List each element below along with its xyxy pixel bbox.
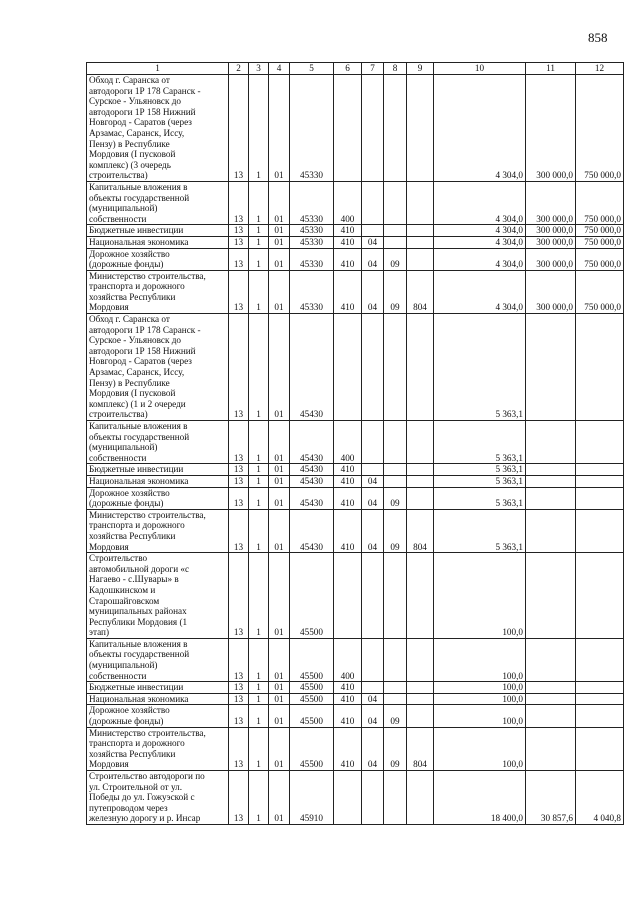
row-value-cell [384, 475, 407, 487]
row-value-cell: 1 [249, 248, 269, 270]
row-value-cell: 4 304,0 [434, 236, 526, 248]
row-value-cell: 410 [334, 487, 362, 509]
row-value-cell [407, 75, 434, 182]
row-value-cell [576, 421, 624, 464]
row-value-cell [407, 553, 434, 639]
row-value-cell: 01 [269, 236, 290, 248]
row-value-cell: 750 000,0 [576, 248, 624, 270]
row-value-cell [362, 421, 384, 464]
row-value-cell: 09 [384, 727, 407, 770]
row-value-cell: 300 000,0 [526, 270, 576, 313]
row-value-cell [362, 682, 384, 694]
row-value-cell: 45500 [290, 553, 334, 639]
row-value-cell: 1 [249, 236, 269, 248]
row-value-cell: 04 [362, 727, 384, 770]
row-value-cell [407, 225, 434, 237]
row-value-cell: 1 [249, 421, 269, 464]
row-value-cell: 1 [249, 638, 269, 681]
row-value-cell [526, 421, 576, 464]
row-value-cell: 1 [249, 693, 269, 705]
row-value-cell: 1 [249, 270, 269, 313]
row-name-cell: Министерство строительства, транспорта и дорожного хозяйства Республики Мордовия [87, 727, 229, 770]
table-row [87, 553, 624, 639]
row-value-cell [576, 487, 624, 509]
row-value-cell: 09 [384, 705, 407, 727]
row-value-cell: 1 [249, 314, 269, 421]
row-value-cell: 400 [334, 421, 362, 464]
row-value-cell: 04 [362, 236, 384, 248]
row-value-cell [576, 553, 624, 639]
row-value-cell: 100,0 [434, 553, 526, 639]
row-value-cell: 4 040,8 [576, 771, 624, 825]
row-value-cell: 01 [269, 225, 290, 237]
row-value-cell: 1 [249, 727, 269, 770]
table-row [87, 693, 624, 705]
row-value-cell [407, 705, 434, 727]
row-value-cell: 45330 [290, 248, 334, 270]
row-value-cell [407, 248, 434, 270]
column-header: 6 [334, 63, 362, 75]
row-value-cell: 13 [229, 464, 249, 476]
row-value-cell: 45430 [290, 487, 334, 509]
row-value-cell: 410 [334, 225, 362, 237]
row-value-cell: 01 [269, 693, 290, 705]
row-value-cell [576, 509, 624, 552]
row-value-cell: 18 400,0 [434, 771, 526, 825]
row-value-cell [576, 464, 624, 476]
row-value-cell: 300 000,0 [526, 248, 576, 270]
row-value-cell: 01 [269, 638, 290, 681]
row-value-cell: 45500 [290, 638, 334, 681]
row-value-cell: 410 [334, 682, 362, 694]
table-row [87, 705, 624, 727]
row-value-cell: 09 [384, 248, 407, 270]
row-value-cell: 13 [229, 487, 249, 509]
row-value-cell: 4 304,0 [434, 248, 526, 270]
row-value-cell: 01 [269, 464, 290, 476]
row-value-cell: 45500 [290, 705, 334, 727]
row-value-cell: 01 [269, 248, 290, 270]
table-row [87, 464, 624, 476]
row-value-cell: 1 [249, 509, 269, 552]
row-value-cell: 410 [334, 464, 362, 476]
row-value-cell: 5 363,1 [434, 464, 526, 476]
row-name-cell: Национальная экономика [87, 475, 229, 487]
row-value-cell: 13 [229, 638, 249, 681]
row-value-cell [334, 75, 362, 182]
table-row [87, 638, 624, 681]
column-header: 1 [87, 63, 229, 75]
row-name-cell: Национальная экономика [87, 236, 229, 248]
row-value-cell [384, 236, 407, 248]
row-value-cell: 01 [269, 682, 290, 694]
row-value-cell: 45430 [290, 314, 334, 421]
row-value-cell [362, 75, 384, 182]
table-row [87, 421, 624, 464]
row-value-cell [576, 705, 624, 727]
row-value-cell [384, 771, 407, 825]
row-value-cell: 4 304,0 [434, 225, 526, 237]
row-value-cell: 45330 [290, 75, 334, 182]
row-value-cell [407, 638, 434, 681]
row-value-cell: 1 [249, 475, 269, 487]
row-value-cell: 13 [229, 75, 249, 182]
row-value-cell: 01 [269, 553, 290, 639]
row-value-cell: 13 [229, 314, 249, 421]
row-value-cell: 410 [334, 509, 362, 552]
row-name-cell: Капитальные вложения в объекты государственной (муниципальной) собственности [87, 638, 229, 681]
row-value-cell [526, 638, 576, 681]
row-value-cell [526, 553, 576, 639]
row-value-cell: 45330 [290, 270, 334, 313]
row-value-cell: 5 363,1 [434, 421, 526, 464]
row-value-cell: 100,0 [434, 727, 526, 770]
row-value-cell [526, 314, 576, 421]
row-name-cell: Дорожное хозяйство (дорожные фонды) [87, 487, 229, 509]
row-value-cell: 1 [249, 225, 269, 237]
page-number: 858 [588, 30, 608, 45]
row-value-cell: 13 [229, 421, 249, 464]
header-row [87, 63, 624, 75]
row-value-cell: 01 [269, 475, 290, 487]
row-value-cell [384, 638, 407, 681]
row-value-cell: 13 [229, 771, 249, 825]
row-value-cell: 5 363,1 [434, 314, 526, 421]
row-value-cell: 30 857,6 [526, 771, 576, 825]
row-value-cell [384, 225, 407, 237]
row-value-cell [384, 421, 407, 464]
row-value-cell: 804 [407, 509, 434, 552]
row-value-cell: 04 [362, 487, 384, 509]
row-name-cell: Капитальные вложения в объекты государственной (муниципальной) собственности [87, 181, 229, 224]
row-value-cell: 300 000,0 [526, 225, 576, 237]
row-value-cell: 100,0 [434, 693, 526, 705]
column-header: 8 [384, 63, 407, 75]
row-value-cell: 4 304,0 [434, 75, 526, 182]
row-value-cell [407, 487, 434, 509]
row-value-cell [334, 553, 362, 639]
row-name-cell: Бюджетные инвестиции [87, 464, 229, 476]
row-value-cell: 804 [407, 270, 434, 313]
row-value-cell: 5 363,1 [434, 509, 526, 552]
row-value-cell: 5 363,1 [434, 487, 526, 509]
table-row [87, 509, 624, 552]
row-value-cell [407, 475, 434, 487]
row-value-cell [526, 693, 576, 705]
row-value-cell [362, 638, 384, 681]
row-value-cell [384, 464, 407, 476]
row-value-cell [384, 75, 407, 182]
row-name-cell: Дорожное хозяйство (дорожные фонды) [87, 705, 229, 727]
row-value-cell: 300 000,0 [526, 236, 576, 248]
row-value-cell: 410 [334, 475, 362, 487]
row-value-cell [576, 727, 624, 770]
row-name-cell: Бюджетные инвестиции [87, 682, 229, 694]
row-value-cell: 13 [229, 553, 249, 639]
row-name-cell: Капитальные вложения в объекты государственной (муниципальной) собственности [87, 421, 229, 464]
row-value-cell [407, 181, 434, 224]
table-row [87, 225, 624, 237]
row-value-cell: 750 000,0 [576, 270, 624, 313]
row-name-cell: Строительство автомобильной дороги «с Нагаево - с.Шувары» в Кадошкинском и Старошайговском муниципальных районах Республики Мордовия (1 этап) [87, 553, 229, 639]
row-value-cell: 1 [249, 464, 269, 476]
row-value-cell: 45910 [290, 771, 334, 825]
column-header: 11 [526, 63, 576, 75]
row-value-cell: 13 [229, 475, 249, 487]
table-row [87, 248, 624, 270]
row-value-cell: 750 000,0 [576, 225, 624, 237]
row-name-cell: Бюджетные инвестиции [87, 225, 229, 237]
column-header: 7 [362, 63, 384, 75]
row-value-cell: 1 [249, 682, 269, 694]
row-value-cell: 04 [362, 693, 384, 705]
row-value-cell: 45500 [290, 727, 334, 770]
row-value-cell: 01 [269, 181, 290, 224]
row-value-cell: 750 000,0 [576, 181, 624, 224]
row-value-cell [407, 693, 434, 705]
row-value-cell [384, 682, 407, 694]
row-value-cell: 410 [334, 727, 362, 770]
row-value-cell: 13 [229, 270, 249, 313]
row-value-cell [362, 225, 384, 237]
table-row [87, 771, 624, 825]
row-value-cell: 1 [249, 181, 269, 224]
row-value-cell: 01 [269, 727, 290, 770]
row-value-cell: 1 [249, 771, 269, 825]
row-value-cell [384, 693, 407, 705]
row-value-cell: 01 [269, 509, 290, 552]
row-value-cell: 300 000,0 [526, 75, 576, 182]
row-value-cell: 01 [269, 705, 290, 727]
row-value-cell [576, 638, 624, 681]
row-value-cell: 45430 [290, 509, 334, 552]
table-body [87, 75, 624, 825]
row-value-cell [384, 314, 407, 421]
row-name-cell: Обход г. Саранска от автодороги 1Р 178 Саранск - Сурское - Ульяновск до автодороги 1Р 158 Нижний Новгород - Саратов (через Арзамас, Саранск, Иссу, Пензу) в Республике Мордовия (I пусковой комплекс) (1 и 2 очереди строительства) [87, 314, 229, 421]
row-value-cell [407, 314, 434, 421]
row-value-cell: 01 [269, 771, 290, 825]
row-name-cell: Дорожное хозяйство (дорожные фонды) [87, 248, 229, 270]
row-value-cell: 1 [249, 75, 269, 182]
row-value-cell: 45500 [290, 682, 334, 694]
row-value-cell [362, 771, 384, 825]
row-value-cell: 45430 [290, 421, 334, 464]
row-value-cell [526, 727, 576, 770]
row-value-cell: 01 [269, 270, 290, 313]
row-value-cell: 804 [407, 727, 434, 770]
row-value-cell: 410 [334, 705, 362, 727]
row-value-cell [526, 475, 576, 487]
row-value-cell: 09 [384, 509, 407, 552]
row-value-cell [526, 509, 576, 552]
row-value-cell: 100,0 [434, 682, 526, 694]
row-value-cell: 09 [384, 270, 407, 313]
table-row [87, 270, 624, 313]
row-name-cell: Министерство строительства, транспорта и дорожного хозяйства Республики Мордовия [87, 270, 229, 313]
row-value-cell: 13 [229, 225, 249, 237]
row-value-cell: 750 000,0 [576, 236, 624, 248]
row-value-cell: 300 000,0 [526, 181, 576, 224]
column-header: 10 [434, 63, 526, 75]
row-value-cell: 410 [334, 236, 362, 248]
row-value-cell [407, 464, 434, 476]
row-value-cell: 45330 [290, 181, 334, 224]
budget-table [86, 62, 624, 825]
row-value-cell: 01 [269, 487, 290, 509]
row-value-cell [576, 314, 624, 421]
row-value-cell [407, 682, 434, 694]
row-value-cell: 45500 [290, 693, 334, 705]
row-value-cell: 13 [229, 682, 249, 694]
row-value-cell: 13 [229, 705, 249, 727]
row-value-cell: 01 [269, 314, 290, 421]
row-value-cell [334, 314, 362, 421]
row-value-cell: 13 [229, 248, 249, 270]
row-value-cell: 4 304,0 [434, 181, 526, 224]
row-value-cell [576, 475, 624, 487]
row-value-cell: 13 [229, 181, 249, 224]
column-header: 12 [576, 63, 624, 75]
table-row [87, 682, 624, 694]
row-value-cell: 1 [249, 553, 269, 639]
row-value-cell: 410 [334, 270, 362, 313]
row-value-cell: 04 [362, 248, 384, 270]
row-value-cell: 13 [229, 236, 249, 248]
row-value-cell [407, 421, 434, 464]
row-value-cell [334, 771, 362, 825]
row-name-cell: Обход г. Саранска от автодороги 1Р 178 Саранск - Сурское - Ульяновск до автодороги 1Р 158 Нижний Новгород - Саратов (через Арзамас, Саранск, Иссу, Пензу) в Республике Мордовия (I пусковой комплекс) (3 очередь строительства) [87, 75, 229, 182]
row-value-cell: 5 363,1 [434, 475, 526, 487]
column-header: 3 [249, 63, 269, 75]
row-value-cell: 01 [269, 75, 290, 182]
row-value-cell [362, 181, 384, 224]
column-header: 4 [269, 63, 290, 75]
row-value-cell: 04 [362, 509, 384, 552]
row-value-cell: 13 [229, 727, 249, 770]
row-value-cell: 04 [362, 475, 384, 487]
row-value-cell [526, 705, 576, 727]
row-value-cell: 400 [334, 181, 362, 224]
row-value-cell: 01 [269, 421, 290, 464]
table-row [87, 727, 624, 770]
row-value-cell [526, 487, 576, 509]
row-value-cell: 45330 [290, 225, 334, 237]
row-value-cell: 750 000,0 [576, 75, 624, 182]
row-value-cell [407, 771, 434, 825]
row-value-cell: 45330 [290, 236, 334, 248]
row-value-cell: 45430 [290, 475, 334, 487]
row-value-cell: 410 [334, 248, 362, 270]
row-value-cell [526, 464, 576, 476]
row-value-cell: 410 [334, 693, 362, 705]
row-value-cell: 45430 [290, 464, 334, 476]
row-value-cell [576, 693, 624, 705]
column-header: 9 [407, 63, 434, 75]
row-value-cell: 13 [229, 693, 249, 705]
table-row [87, 75, 624, 182]
column-header: 2 [229, 63, 249, 75]
row-value-cell: 04 [362, 270, 384, 313]
row-value-cell [526, 682, 576, 694]
row-value-cell: 100,0 [434, 705, 526, 727]
row-name-cell: Строительство автодороги по ул. Строительной от ул. Победы до ул. Гожуэской с путепроводом через железную дорогу и р. Инсар [87, 771, 229, 825]
row-value-cell [362, 314, 384, 421]
column-header: 5 [290, 63, 334, 75]
row-name-cell: Министерство строительства, транспорта и дорожного хозяйства Республики Мордовия [87, 509, 229, 552]
row-value-cell: 4 304,0 [434, 270, 526, 313]
row-value-cell: 1 [249, 487, 269, 509]
row-value-cell [384, 181, 407, 224]
table-row [87, 236, 624, 248]
row-name-cell: Национальная экономика [87, 693, 229, 705]
row-value-cell [407, 236, 434, 248]
row-value-cell [576, 682, 624, 694]
row-value-cell: 400 [334, 638, 362, 681]
row-value-cell: 100,0 [434, 638, 526, 681]
row-value-cell: 09 [384, 487, 407, 509]
table-row [87, 475, 624, 487]
table-row [87, 181, 624, 224]
row-value-cell: 04 [362, 705, 384, 727]
row-value-cell [362, 553, 384, 639]
row-value-cell: 1 [249, 705, 269, 727]
table-row [87, 487, 624, 509]
row-value-cell [362, 464, 384, 476]
table-row [87, 314, 624, 421]
row-value-cell [384, 553, 407, 639]
row-value-cell: 13 [229, 509, 249, 552]
